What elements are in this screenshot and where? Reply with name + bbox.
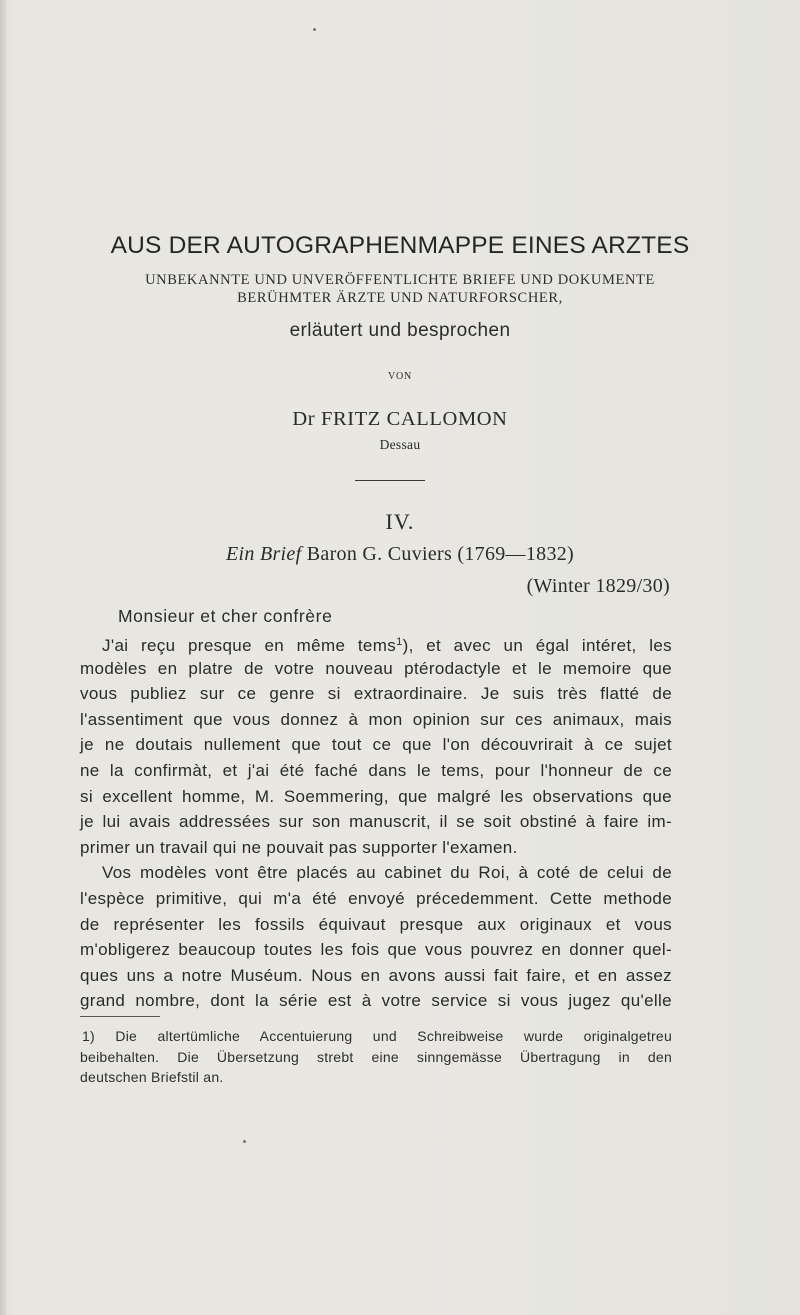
- paragraph1-line: je lui avais addressées sur son manuscrit, il se soit obstiné à faire im-: [80, 812, 672, 832]
- paragraph1-line: si excellent homme, M. Soemmering, que malgré les observations que: [80, 786, 672, 806]
- paragraph1-line: modèles en platre de votre nouveau ptérodactyle et le memoire que: [80, 658, 672, 678]
- paragraph1-line: vous publiez sur ce genre si extraordinaire. Je suis très flatté de: [80, 684, 672, 704]
- article-title: AUS DER AUTOGRAPHENMAPPE EINES ARZTES: [110, 232, 690, 259]
- paragraph2-line: grand nombre, dont la série est à votre service si vous jugez qu'elle: [80, 991, 672, 1011]
- letter-date: (Winter 1829/30): [526, 575, 670, 597]
- paragraph1-line: l'assentiment que vous donnez à mon opinion sur ces animaux, mais: [80, 709, 672, 729]
- section-divider: [355, 480, 425, 481]
- paragraph2-line: Vos modèles vont être placés au cabinet du Roi, à coté de celui de: [102, 863, 672, 883]
- section-number: IV.: [385, 509, 415, 534]
- paragraph1-line: je ne doutais nullement que tout ce que l'on découvrirait à ce sujet: [80, 735, 672, 755]
- paragraph2-line: ques uns a notre Muséum. Nous en avons aussi fait faire, et en assez: [80, 965, 672, 985]
- letter-salutation: Monsieur et cher confrère: [118, 606, 333, 626]
- article-subtitle-line1: UNBEKANNTE UND UNVERÖFFENTLICHTE BRIEFE UND DOKUMENTE: [145, 272, 655, 288]
- paper-speck: [313, 28, 316, 31]
- paper-speck: [243, 1140, 246, 1143]
- paragraph1-line: J'ai reçu presque en même tems$^1$), et avec un égal intéret, les: [102, 636, 672, 655]
- letter-body: [80, 630, 672, 1014]
- letter-heading: [0, 543, 800, 566]
- footnote-line: beibehalten. Die Übersetzung strebt eine sinngemässe Übertragung in den: [80, 1048, 672, 1065]
- footnote-line: 1) Die altertümliche Accentuierung und Schreibweise wurde originalgetreu: [82, 1028, 672, 1044]
- footnote-line: deutschen Briefstil an.: [80, 1069, 224, 1085]
- binding-edge: [0, 0, 7, 1315]
- paragraph2-line: l'espèce primitive, qui m'a été envoyé précedemment. Cette methode: [80, 888, 672, 908]
- article-explained-line: erläutert und besprochen: [289, 320, 511, 341]
- paragraph1-line: primer un travail qui ne pouvait pas supporter l'examen.: [80, 837, 518, 857]
- footnote-divider: [80, 1016, 160, 1017]
- byline-von: VON: [387, 371, 413, 382]
- paragraph2-line: m'obligerez beaucoup toutes les fois que vous pouvrez en donner quel-: [80, 940, 672, 960]
- footnote-ref: 1: [396, 636, 403, 648]
- footnote-marker: 1): [82, 1028, 95, 1044]
- paragraph1-line: ne la confirmàt, et j'ai été faché dans le tems, pour l'honneur de ce: [80, 760, 672, 780]
- author-place: Dessau: [379, 437, 421, 452]
- footnote: [80, 1026, 672, 1088]
- author-name: Dr FRITZ CALLOMON: [292, 408, 508, 430]
- paragraph2-line: de représenter les fossils équivaut presque aux originaux et vous: [80, 914, 672, 934]
- letter-heading-italic: Ein Brief: [225, 543, 302, 565]
- article-subtitle-line2: BERÜHMTER ÄRZTE UND NATURFORSCHER,: [237, 290, 563, 306]
- letter-heading-rest: Baron G. Cuviers (1769—1832): [301, 543, 575, 565]
